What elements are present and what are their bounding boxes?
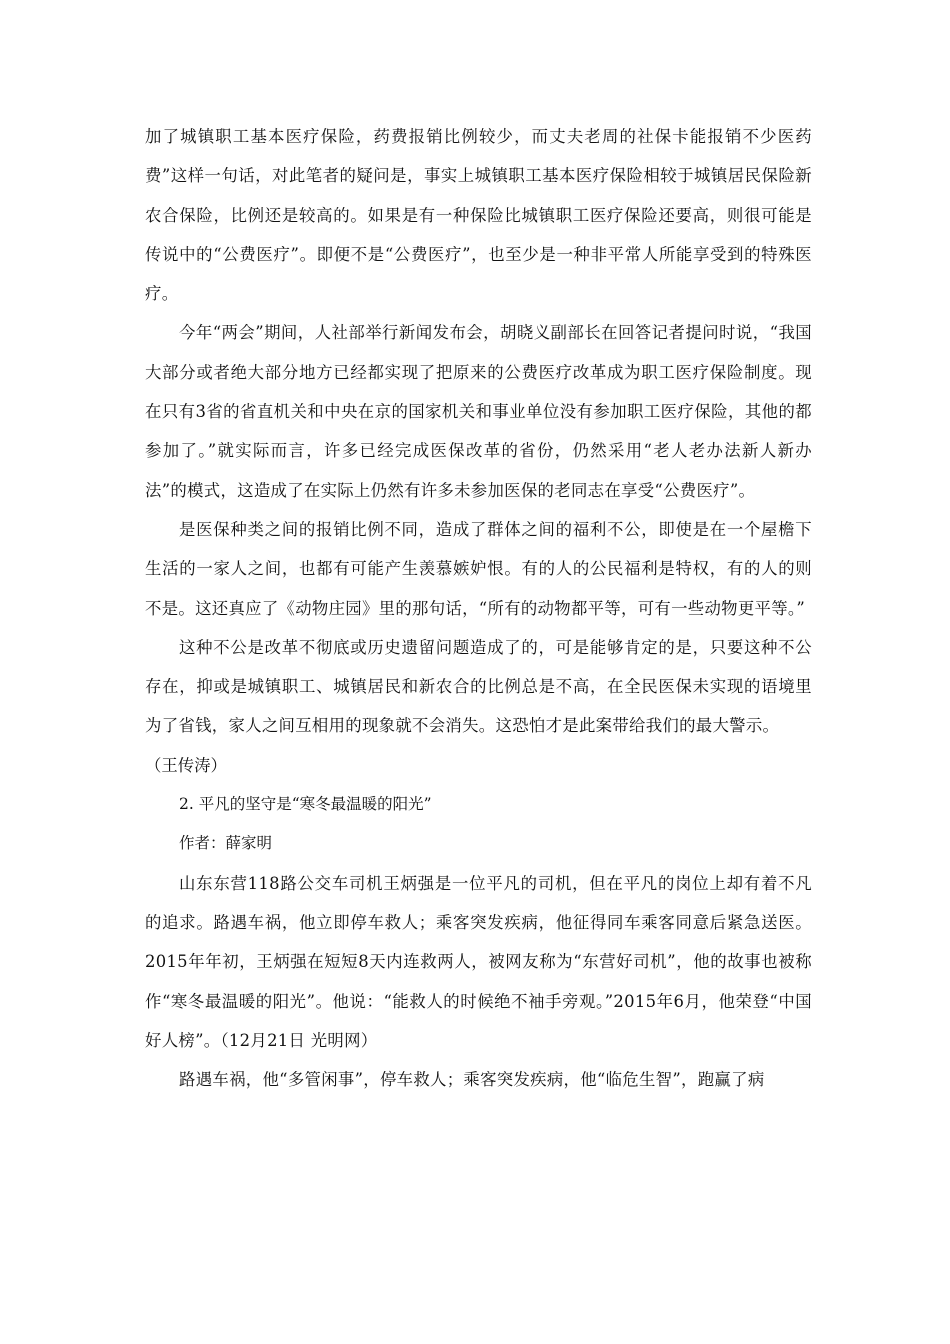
section-byline: 作者：薛家明: [179, 834, 273, 853]
paragraph-4: 这种不公是改革不彻底或历史遗留问题造成了的，可是能够肯定的是，只要这种不公存在，抑或是城镇职工、城镇居民和新农合的比例总是不高，在全民医保未实现的语境里为了省钱，家人之间互相用的现象就不会消失。这恐怕才是此案带给我们的最大警示。: [145, 637, 812, 736]
paragraph-3: 是医保种类之间的报销比例不同，造成了群体之间的福利不公，即使是在一个屋檐下生活的一家人之间，也都有可能产生羡慕嫉妒恨。有的人的公民福利是特权，有的人的则不是。这还真应了《动物庄园》里的那句话，“所有的动物都平等，可有一些动物更平等。”: [145, 519, 812, 618]
section-paragraph-1: 山东东营118路公交车司机王炳强是一位平凡的司机，但在平凡的岗位上却有着不凡的追求。路遇车祸，他立即停车救人；乘客突发疾病，他征得同车乘客同意后紧急送医。2015年年初，王炳强在短短8天内连救两人，被网友称为“东营好司机”，他的故事也被称作“寒冬最温暖的阳光”。他说：“能救人的时候绝不袖手旁观。”2015年6月，他荣登“中国好人榜”。（12月21日 光明网）: [145, 873, 812, 1050]
paragraph-2: 今年“两会”期间，人社部举行新闻发布会，胡晓义副部长在回答记者提问时说，“我国大部分或者绝大部分地方已经都实现了把原来的公费医疗改革成为职工医疗保险制度。现在只有3省的省直机关和中央在京的国家机关和事业单位没有参加职工医疗保险，其他的都参加了。”就实际而言，许多已经完成医保改革的省份，仍然采用“老人老办法新人新办法”的模式，这造成了在实际上仍然有许多未参加医保的老同志在享受“公费医疗”。: [145, 323, 812, 500]
paragraph-1: 加了城镇职工基本医疗保险，药费报销比例较少，而丈夫老周的社保卡能报销不少医药费”这样一句话，对此笔者的疑问是，事实上城镇职工基本医疗保险相较于城镇居民保险新农合保险，比例还是较高的。如果是有一种保险比城镇职工医疗保险还要高，则很可能是传说中的“公费医疗”。即便不是“公费医疗”，也至少是一种非平常人所能享受到的特殊医疗。: [145, 127, 812, 304]
author-signature: （王传涛）: [145, 755, 227, 775]
section-paragraph-2: 路遇车祸，他“多管闲事”，停车救人；乘客突发疾病，他“临危生智”，跑赢了病: [179, 1070, 765, 1090]
section-heading: 2. 平凡的坚守是“寒冬最温暖的阳光”: [179, 795, 432, 814]
